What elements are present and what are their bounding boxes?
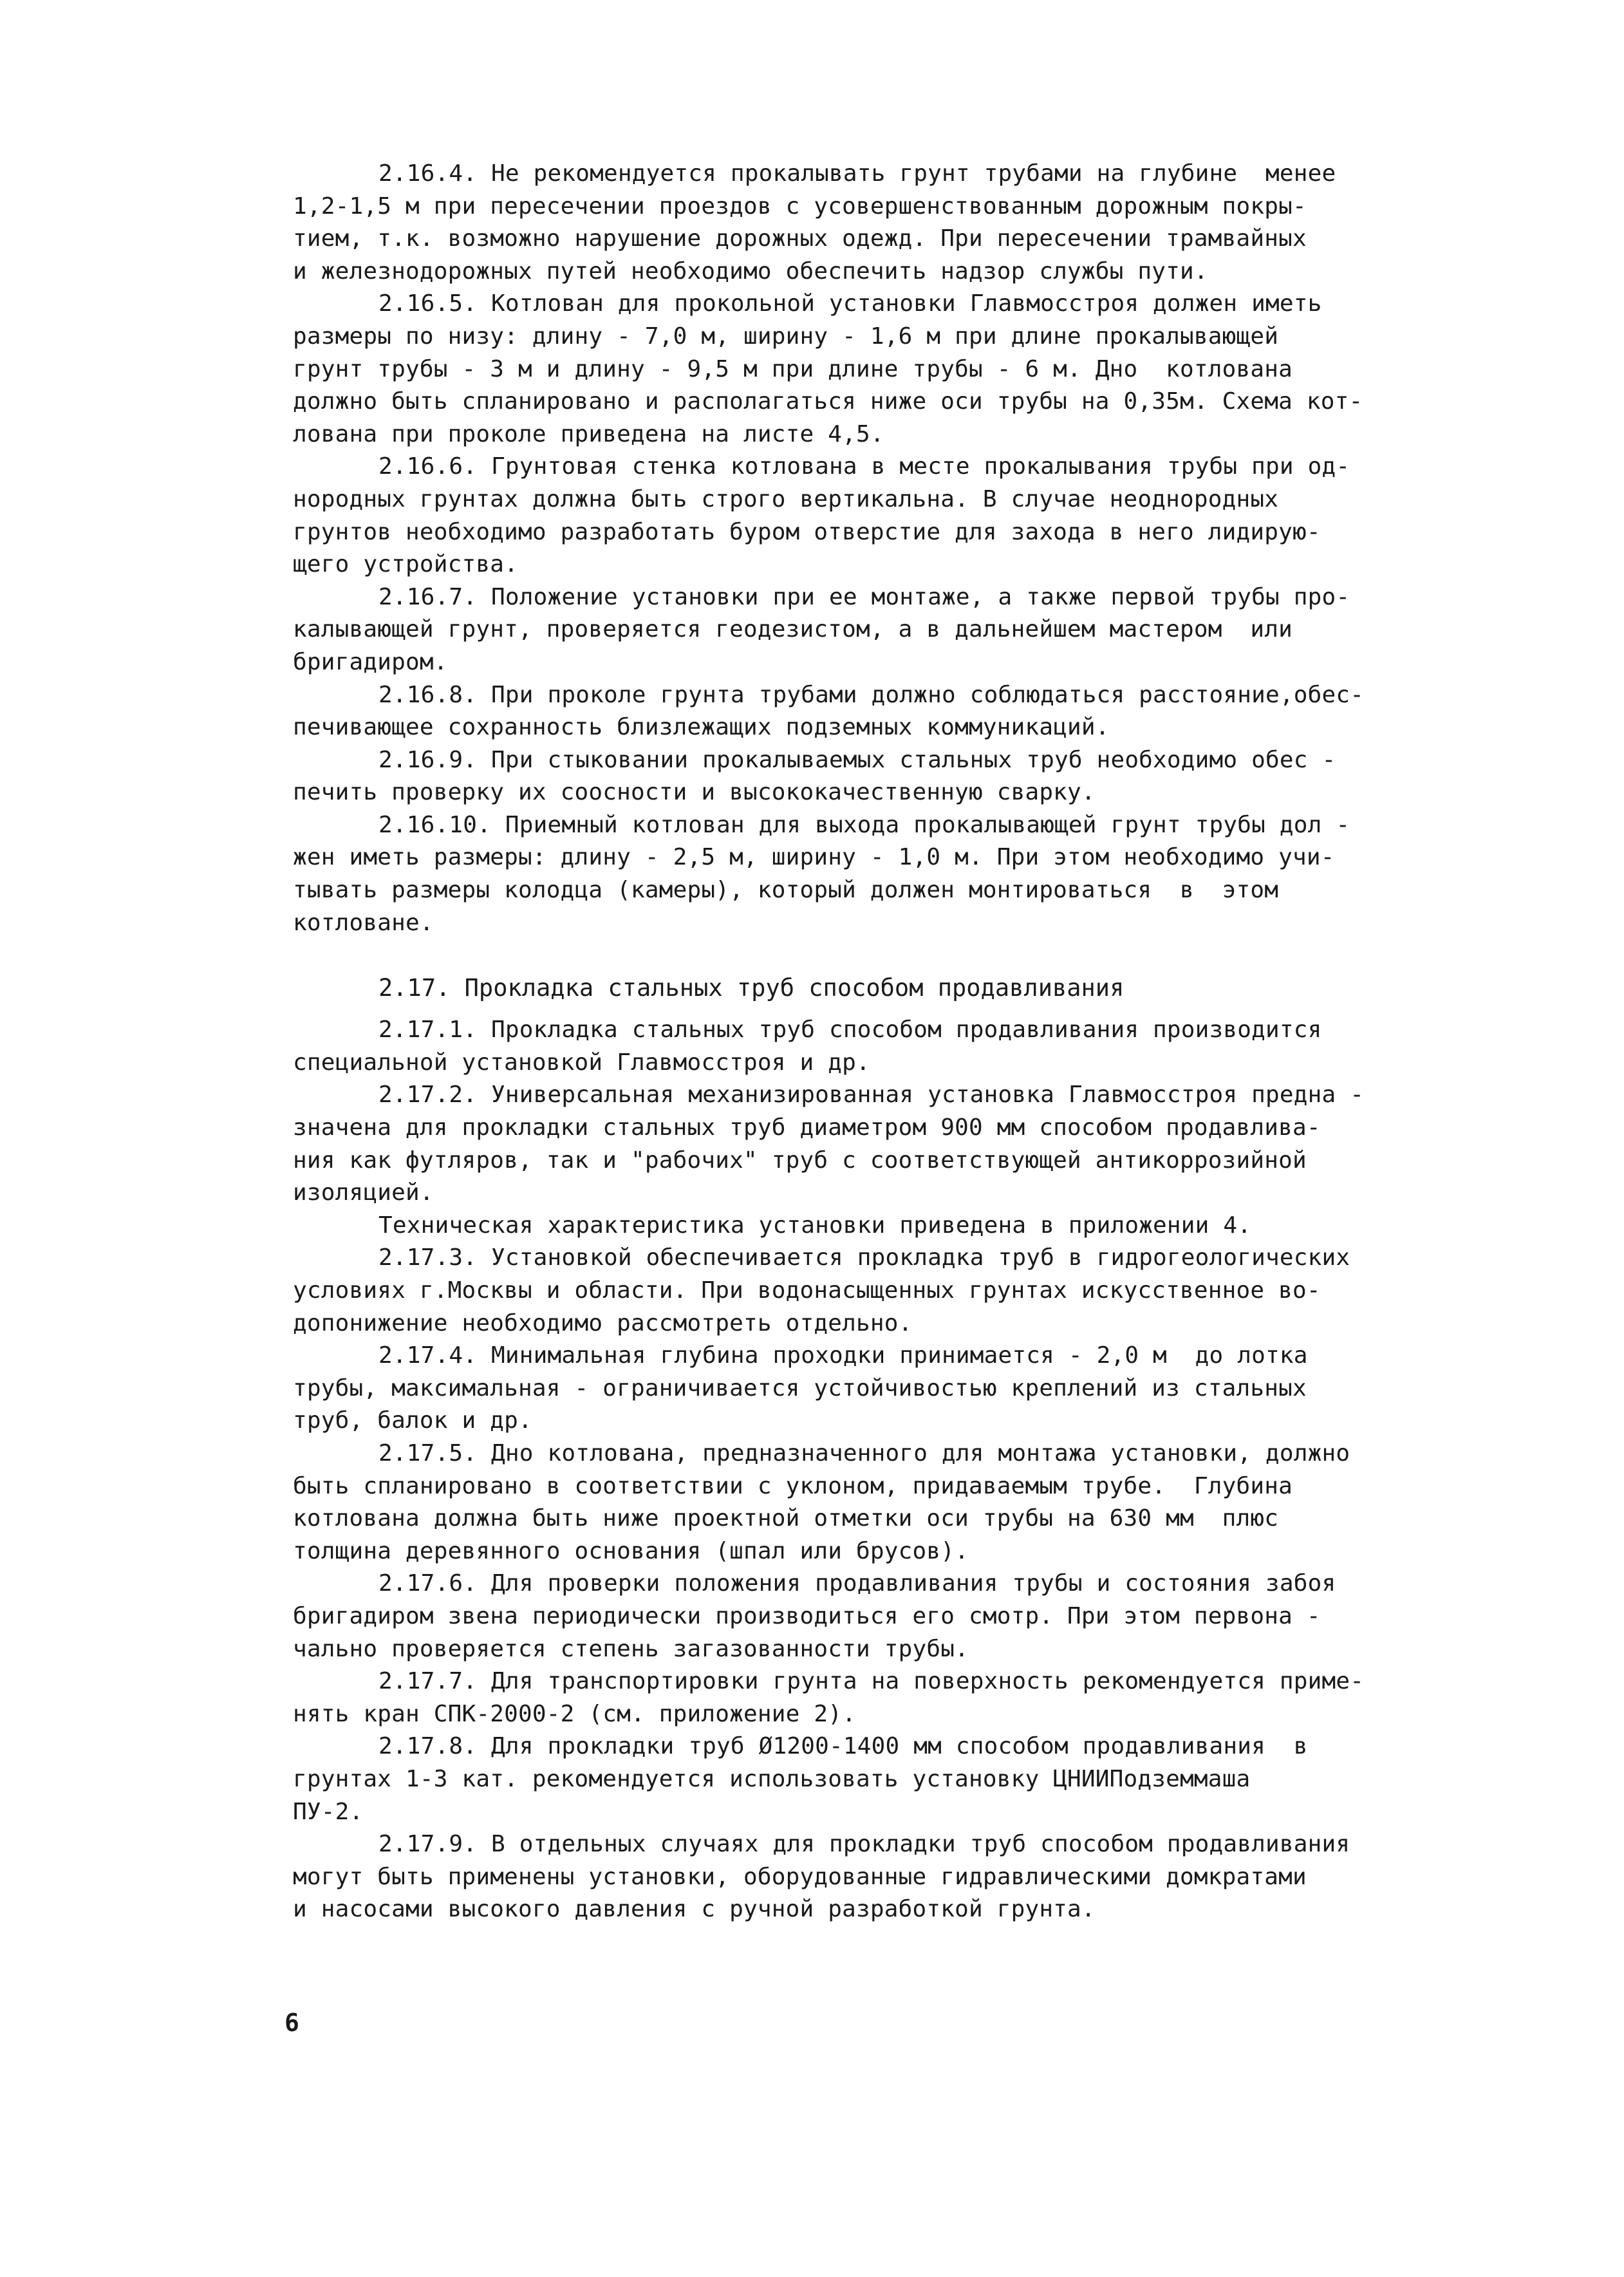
text-line: условиях г.Москвы и области. При водонасыщенных грунтах искусственное во- [293,1277,1321,1304]
text-line: тывать размеры колодца (камеры), который должен монтироваться в этом [293,877,1279,904]
text-line: печить проверку их соосности и высококачественную сварку. [293,779,1096,806]
text-line: допонижение необходимо рассмотреть отдельно. [293,1309,913,1336]
text-line: значена для прокладки стальных труб диаметром 900 мм способом продавлива- [293,1114,1321,1141]
text-line: 2.16.9. При стыковании прокалываемых стальных труб необходимо обес - [378,746,1336,773]
paragraph [293,1079,1503,1209]
text-line: 2.16.8. При проколе грунта трубами должно соблюдаться расстояние,обес- [378,681,1365,708]
text-line: калывающей грунт, проверяется геодезистом, а в дальнейшем мастером или [293,616,1293,643]
text-line: размеры по низу: длину - 7,0 м, ширину - 1,6 м при длине прокалывающей [293,323,1279,350]
text-line: нородных грунтах должна быть строго вертикальна. В случае неоднородных [293,485,1279,512]
text-line: 2.17.4. Минимальная глубина проходки принимается - 2,0 м до лотка [378,1342,1308,1369]
paragraph [293,1438,1503,1568]
paragraph [293,1242,1503,1340]
title-spacer [293,1005,1503,1014]
text-line: 2.16.5. Котлован для прокольной установки Главмосстроя должен иметь [378,290,1322,317]
paragraph [293,1340,1503,1438]
paragraph [293,1665,1503,1730]
text-line: и железнодорожных путей необходимо обеспечить надзор службы пути. [293,258,1208,285]
document-page [293,158,1503,1926]
text-line: нять кран СПК-2000-2 (см. приложение 2). [293,1700,856,1727]
paragraph [293,288,1503,451]
paragraph [293,1568,1503,1665]
section-2-17 [293,1014,1503,1926]
paragraph [293,744,1503,809]
text-line: котлована должна быть ниже проектной отметки оси трубы на 630 мм плюс [293,1505,1279,1532]
text-line: 2.17.8. Для прокладки труб Ø1200-1400 мм способом продавливания в [378,1733,1308,1760]
text-line: должно быть спланировано и располагаться ниже оси трубы на 0,35м. Схема кот- [293,388,1363,415]
section-2-16 [293,158,1503,939]
text-line: 2.17.5. Дно котлована, предназначенного для монтажа установки, должно [378,1439,1350,1466]
paragraph [293,158,1503,288]
text-line: изоляцией. [293,1179,434,1206]
section-title-2-17: 2.17. Прокладка стальных труб способом продавливания [378,974,1125,1002]
paragraph [293,1730,1503,1828]
text-line: толщина деревянного основания (шпал или брусов). [293,1537,969,1564]
text-line: котловане. [293,909,434,936]
text-line: специальной установкой Главмосстроя и др. [293,1049,870,1076]
paragraph [293,809,1503,939]
section-spacer [293,939,1503,971]
text-line: и насосами высокого давления с ручной разработкой грунта. [293,1896,1096,1923]
text-line: грунтов необходимо разработать буром отверстие для захода в него лидирую- [293,518,1321,545]
text-line: бригадиром. [293,648,448,675]
text-line: 2.16.6. Грунтовая стенка котлована в месте прокалывания трубы при од- [378,453,1350,480]
text-line: 2.17.9. В отдельных случаях для прокладки труб способом продавливания [378,1831,1350,1858]
text-line: 2.16.10. Приемный котлован для выхода прокалывающей грунт трубы дол - [378,811,1350,838]
paragraph [293,581,1503,679]
paragraph [293,451,1503,581]
text-line: могут быть применены установки, оборудованные гидравлическими домкратами [293,1863,1307,1890]
text-line: щего устройства. [293,551,518,578]
text-line: ния как футляров, так и "рабочих" труб с соответствующей антикоррозийной [293,1147,1307,1174]
paragraph [293,1014,1503,1079]
paragraph [293,679,1503,744]
text-line: 2.17.7. Для транспортировки грунта на поверхность рекомендуется приме- [378,1668,1365,1695]
text-line: трубы, максимальная - ограничивается устойчивостью креплений из стальных [293,1374,1307,1401]
text-line: 1,2-1,5 м при пересечении проездов с усовершенствованным дорожным покры- [293,192,1307,220]
text-line: 2.16.7. Положение установки при ее монтаже, а также первой трубы про- [378,583,1350,610]
text-line: труб, балок и др. [293,1407,532,1434]
text-line: Техническая характеристика установки приведена в приложении 4. [378,1212,1252,1239]
text-line: лована при проколе приведена на листе 4,5. [293,420,884,447]
text-line: тием, т.к. возможно нарушение дорожных одежд. При пересечении трамвайных [293,225,1307,252]
paragraph [293,1210,1503,1242]
text-line: печивающее сохранность близлежащих подземных коммуникаций. [293,714,1110,741]
text-line: грунт трубы - 3 м и длину - 9,5 м при длине трубы - 6 м. Дно котлована [293,355,1293,382]
text-line: бригадиром звена периодически производиться его смотр. При этом первона - [293,1602,1321,1629]
text-line: быть спланировано в соответствии с уклоном, придаваемым трубе. Глубина [293,1472,1293,1499]
text-line: 2.16.4. Не рекомендуется прокалывать грунт трубами на глубине менее [378,160,1336,187]
paragraph [293,1828,1503,1926]
text-line: 2.17.1. Прокладка стальных труб способом продавливания производится [378,1017,1322,1044]
page-number: 6 [285,2009,299,2037]
text-line: грунтах 1-3 кат. рекомендуется использовать установку ЦНИИПодземмаша [293,1765,1251,1792]
text-line: чально проверяется степень загазованности трубы. [293,1635,969,1662]
text-line: ПУ-2. [293,1798,364,1825]
text-line: 2.17.2. Универсальная механизированная установка Главмосстроя предна - [378,1082,1365,1109]
text-line: 2.17.3. Установкой обеспечивается прокладка труб в гидрогеологических [378,1244,1350,1271]
text-line: 2.17.6. Для проверки положения продавливания трубы и состояния забоя [378,1570,1336,1597]
text-line: жен иметь размеры: длину - 2,5 м, ширину - 1,0 м. При этом необходимо учи- [293,844,1335,871]
